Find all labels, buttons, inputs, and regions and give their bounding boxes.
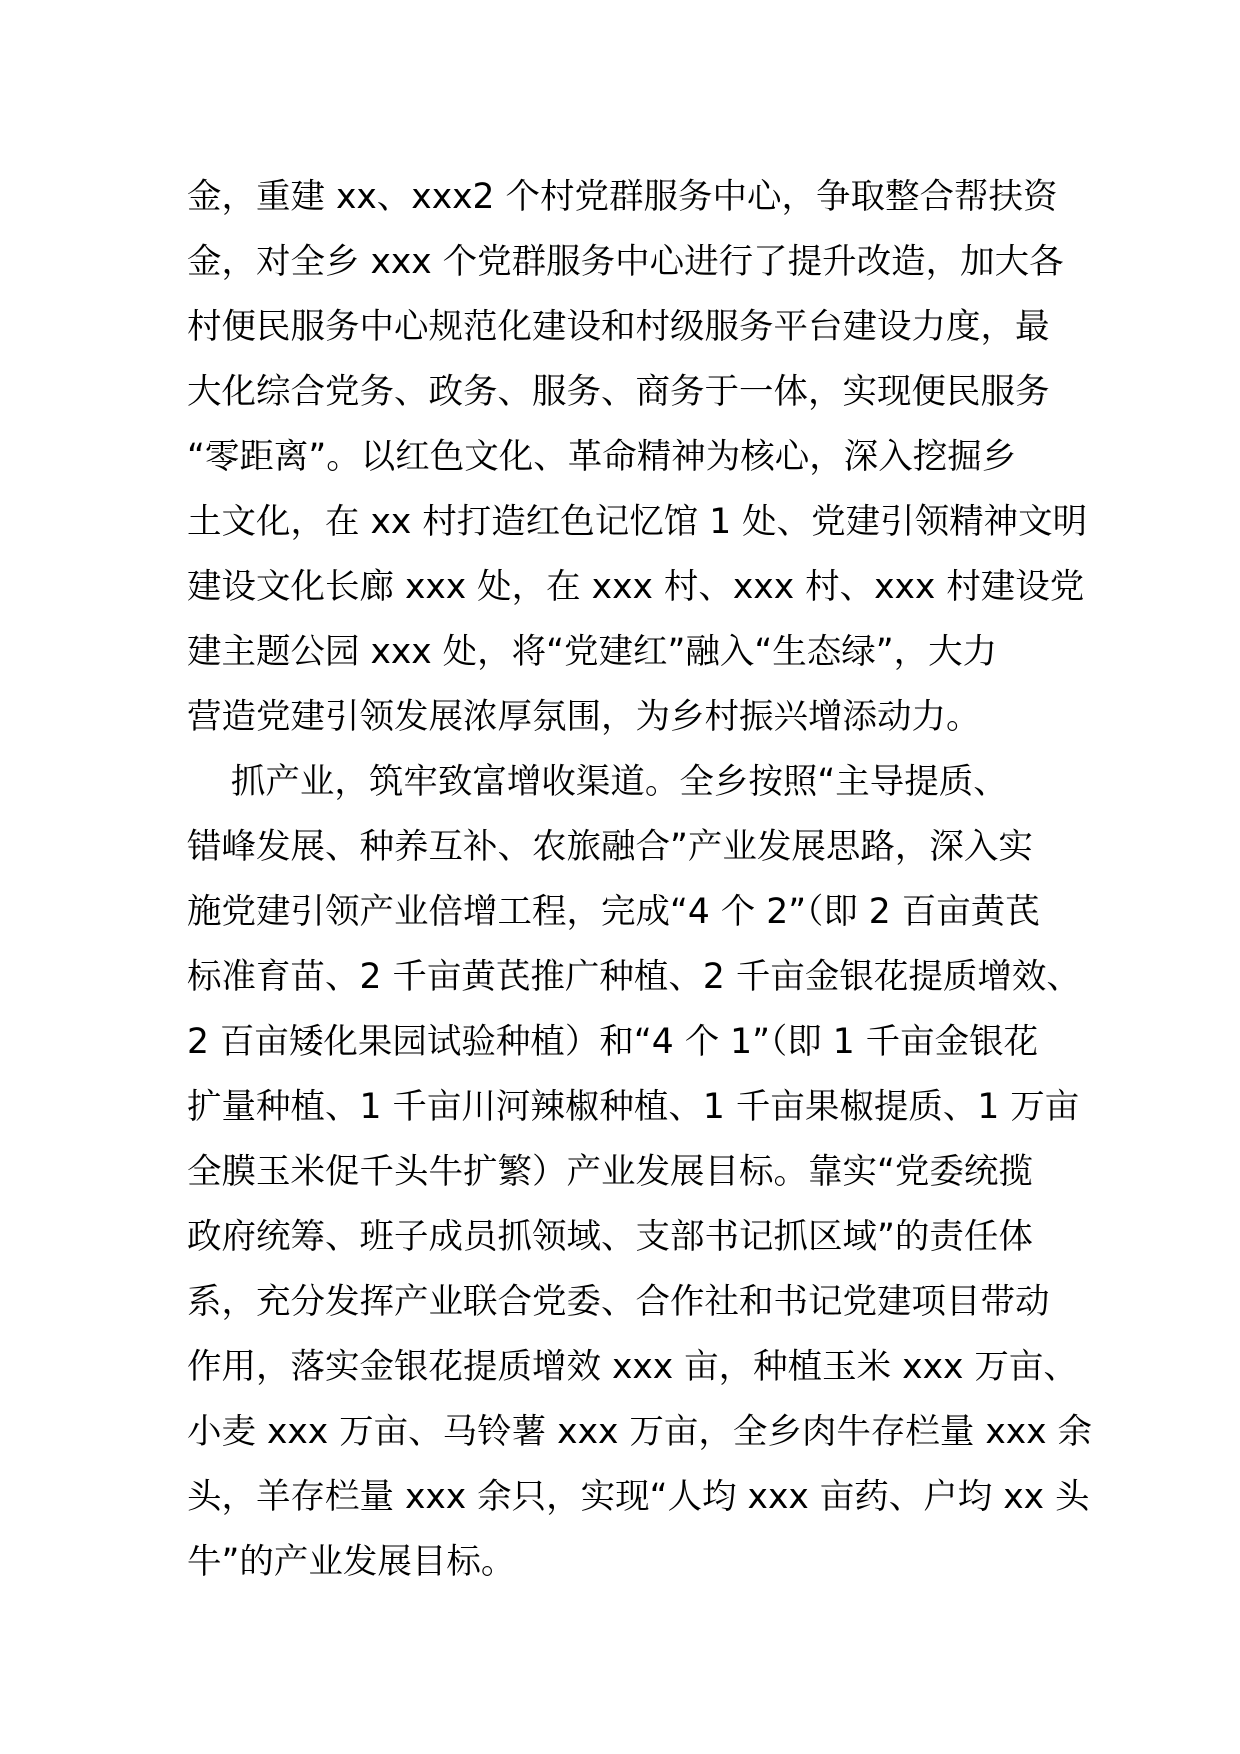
text-line: 头，羊存栏量 xxx 余只，实现“人均 xxx 亩药、户均 xx 头 xyxy=(187,1477,1090,1517)
text-line: 标准育苗、2 千亩黄芪推广种植、2 千亩金银花提质增效、 xyxy=(187,957,1081,997)
text-line: “零距离”。以红色文化、革命精神为核心，深入挖掘乡 xyxy=(187,437,1017,477)
text-line: 牛”的产业发展目标。 xyxy=(187,1542,516,1582)
text-line: 政府统筹、班子成员抓领域、支部书记抓区域”的责任体 xyxy=(187,1217,1033,1257)
text-line: 错峰发展、种养互补、农旅融合”产业发展思路，深入实 xyxy=(187,827,1033,867)
text-line: 系，充分发挥产业联合党委、合作社和书记党建项目带动 xyxy=(187,1282,1050,1322)
text-line: 全膜玉米促千头牛扩繁）产业发展目标。靠实“党委统揽 xyxy=(187,1152,1033,1192)
text-line: 村便民服务中心规范化建设和村级服务平台建设力度，最 xyxy=(187,307,1050,347)
body-text xyxy=(187,165,1093,1595)
text-line: 建主题公园 xxx 处，将“党建红”融入“生态绿”，大力 xyxy=(187,632,998,672)
text-line: 小麦 xxx 万亩、马铃薯 xxx 万亩，全乡肉牛存栏量 xxx 余 xyxy=(187,1412,1093,1452)
text-line: 扩量种植、1 千亩川河辣椒种植、1 千亩果椒提质、1 万亩 xyxy=(187,1087,1080,1127)
text-line: 金，重建 xx、xxx2 个村党群服务中心，争取整合帮扶资 xyxy=(187,177,1058,217)
text-line: 土文化，在 xx 村打造红色记忆馆 1 处、党建引领精神文明 xyxy=(187,502,1088,542)
text-line: 施党建引领产业倍增工程，完成“4 个 2”（即 2 百亩黄芪 xyxy=(187,892,1040,932)
text-line: 建设文化长廊 xxx 处，在 xxx 村、xxx 村、xxx 村建设党 xyxy=(187,567,1085,607)
text-line: 2 百亩矮化果园试验种植）和“4 个 1”（即 1 千亩金银花 xyxy=(187,1022,1039,1062)
text-line: 营造党建引领发展浓厚氛围，为乡村振兴增添动力。 xyxy=(187,697,981,737)
text-line: 抓产业，筑牢致富增收渠道。全乡按照“主导提质、 xyxy=(187,762,1008,802)
text-line: 金，对全乡 xxx 个党群服务中心进行了提升改造，加大各 xyxy=(187,242,1064,282)
text-line: 作用，落实金银花提质增效 xxx 亩，种植玉米 xxx 万亩、 xyxy=(187,1347,1078,1387)
text-line: 大化综合党务、政务、服务、商务于一体，实现便民服务 xyxy=(187,372,1050,412)
